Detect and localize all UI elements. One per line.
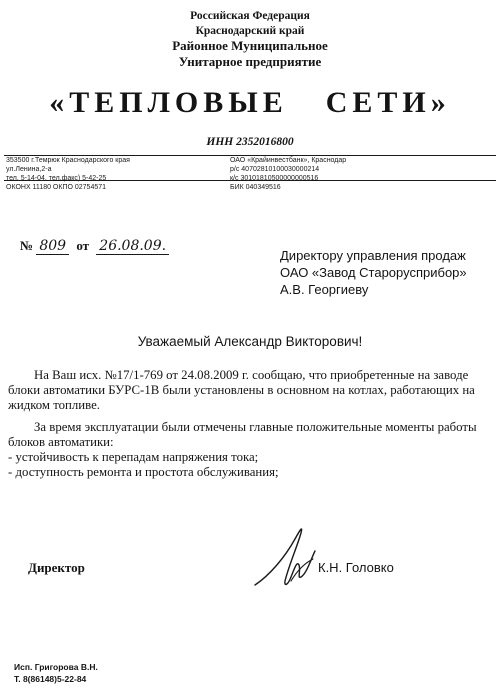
executor-phone: Т. 8(86148)5-22-84 (14, 674, 87, 684)
executor-block (14, 661, 98, 685)
req-right-line: к/с 30101810500000000516 (230, 175, 319, 182)
requisites-right (230, 156, 410, 192)
req-left-line: ОКОНХ 11180 ОКПО 02754571 (6, 184, 107, 191)
recipient-line: А.В. Георгиеву (280, 282, 369, 297)
letter-body (8, 368, 492, 480)
header-org-type-2: Унитарное предприятие (178, 54, 322, 69)
org-name-word2: СЕТИ» (325, 86, 451, 119)
signatory-name: К.Н. Головко (318, 560, 394, 575)
recipient-block (280, 247, 467, 298)
req-right-line: ОАО «Крайинвестбанк», Краснодар (230, 157, 347, 164)
header-region: Краснодарский край (195, 25, 305, 37)
req-left-line: ул.Ленина,2-а (6, 166, 52, 173)
req-left-line: тел. 5-14-04, тел.факс) 5-42-25 (6, 175, 107, 182)
ref-date: 26.08.09. (96, 238, 169, 255)
req-right-line: БИК 040349516 (230, 184, 281, 191)
header-country: Российская Федерация (190, 10, 310, 22)
org-name-word1: «ТЕПЛОВЫЕ (49, 86, 288, 119)
body-paragraph: За время эксплуатации были отмечены главные положительные моменты работы блоков автоматики: (8, 420, 477, 449)
ref-date-label: от (76, 238, 90, 253)
recipient-line: ОАО «Завод Старорусприбор» (280, 265, 467, 280)
body-list-item: - устойчивость к перепадам напряжения тока; (8, 450, 259, 464)
signatory-title: Директор (28, 560, 85, 575)
recipient-line: Директору управления продаж (280, 248, 466, 263)
body-list-item: - доступность ремонта и простота обслуживания; (8, 465, 279, 479)
handwritten-signature (245, 515, 335, 595)
executor-name: Исп. Григорова В.Н. (14, 662, 98, 672)
org-inn: ИНН 2352016800 (206, 136, 294, 148)
requisites-left (6, 156, 206, 192)
ref-number: 809 (36, 238, 69, 255)
body-paragraph: На Ваш исх. №17/1-769 от 24.08.2009 г. сообщаю, что приобретенные на заводе блоки автоматики БУРС-1В были установлены в основном на котлах, работающих на жидком топливе. (8, 368, 475, 412)
req-right-line: р/с 40702810100030000214 (230, 166, 320, 173)
org-name (0, 86, 500, 120)
greeting: Уважаемый Александр Викторович! (137, 334, 363, 349)
outgoing-reference (20, 238, 169, 255)
req-left-line: 353500 г.Темрюк Краснодарского края (6, 157, 130, 164)
requisites-bottom-rule (4, 180, 496, 181)
header-org-type-1: Районное Муниципальное (172, 38, 328, 53)
ref-number-label: № (20, 238, 34, 253)
